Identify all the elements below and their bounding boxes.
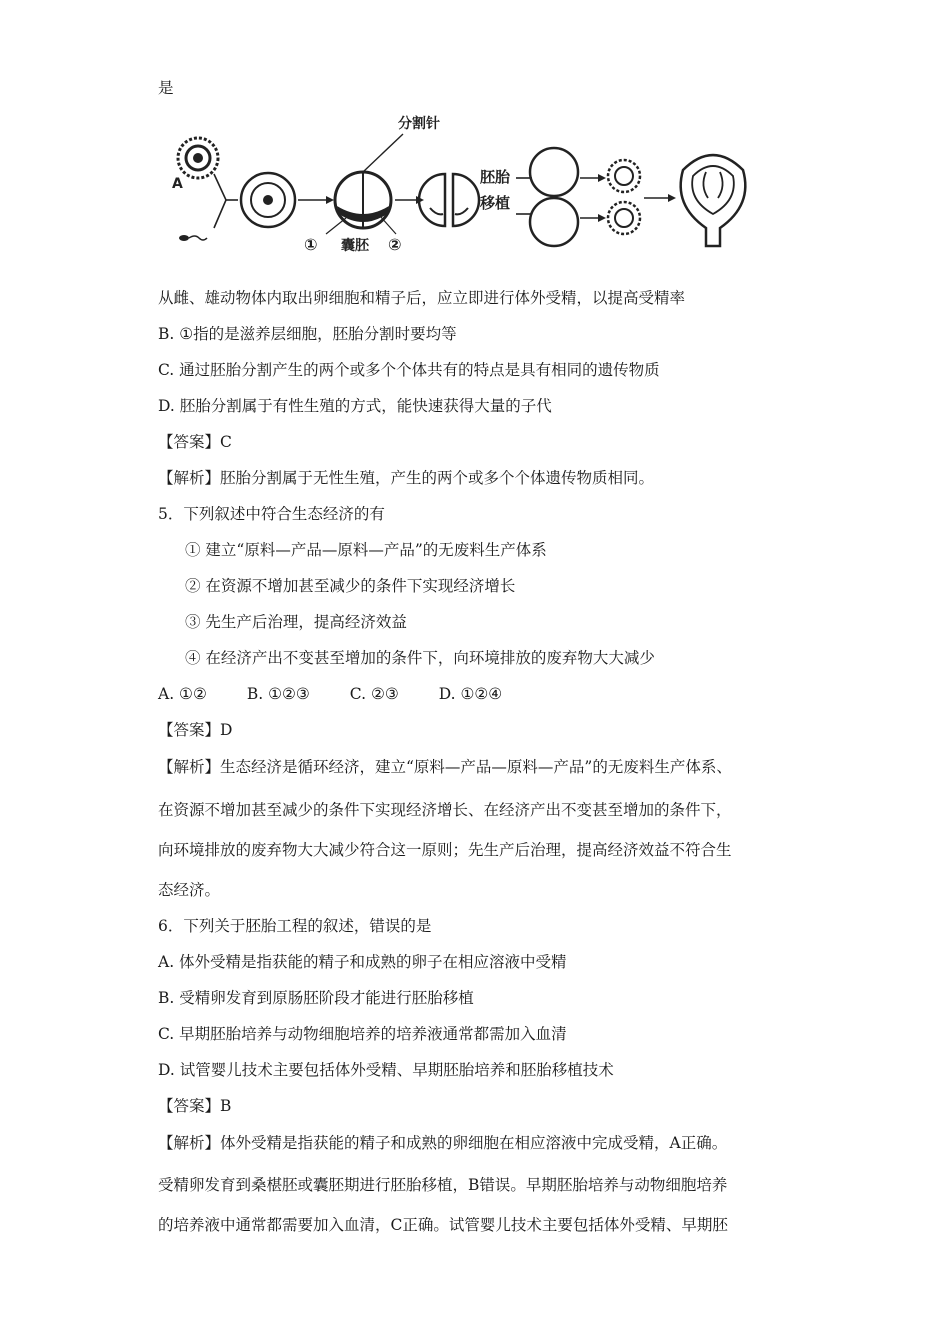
q5-analysis-line-4: 态经济。: [158, 881, 221, 899]
q4-option-b: B. ①指的是滋养层细胞，胚胎分割时要均等: [158, 325, 457, 343]
q6-option-c: C. 早期胚胎培养与动物细胞培养的培养液通常都需加入血清: [158, 1025, 567, 1043]
q6-answer: 【答案】B: [158, 1097, 232, 1115]
label-transfer-1: 胚胎: [480, 168, 511, 186]
q5-analysis-line-1: 【解析】生态经济是循环经济，建立“原料—产品—原料—产品”的无废料生产体系、: [158, 758, 732, 776]
egg-cell-icon: [178, 138, 218, 178]
label-2: ②: [388, 235, 402, 254]
q5-options: [158, 684, 502, 704]
fusion-lines: [214, 174, 226, 228]
q5-answer: 【答案】D: [158, 721, 233, 739]
sperm-icon: [179, 235, 207, 241]
developing-embryo-icon: [608, 160, 640, 234]
q6-option-a: A. 体外受精是指获能的精子和成熟的卵子在相应溶液中受精: [158, 953, 567, 971]
q5-item-2: ② 在资源不增加甚至减少的条件下实现经济增长: [185, 577, 516, 595]
q4-option-d: D. 胚胎分割属于有性生殖的方式，能快速获得大量的子代: [158, 397, 552, 415]
label-a: A: [172, 176, 183, 192]
zygote-icon: [241, 173, 295, 227]
label-blastocyst: 囊胚: [341, 238, 369, 254]
q6-option-d: D. 试管婴儿技术主要包括体外受精、早期胚胎培养和胚胎移植技术: [158, 1061, 614, 1079]
label-needle: 分割针: [398, 116, 440, 132]
q4-analysis: 【解析】胚胎分割属于无性生殖，产生的两个或多个个体遗传物质相同。: [158, 469, 655, 487]
text-fragment: 是: [158, 79, 174, 97]
q5-item-1: ① 建立“原料—产品—原料—产品”的无废料生产体系: [185, 541, 547, 559]
q5-option-d: D. ①②④: [438, 685, 503, 703]
label-transfer-2: 移植: [480, 194, 511, 212]
q6-analysis-line-3: 的培养液中通常都需要加入血清，C正确。试管婴儿技术主要包括体外受精、早期胚: [158, 1216, 728, 1234]
q5-item-3: ③ 先生产后治理，提高经济效益: [185, 613, 407, 631]
q6-option-b: B. 受精卵发育到原肠胚阶段才能进行胚胎移植: [158, 989, 474, 1007]
needle-line: [363, 134, 403, 172]
q5-item-4: ④ 在经济产出不变甚至增加的条件下，向环境排放的废弃物大大减少: [185, 649, 655, 667]
q5-option-a: A. ①②: [158, 685, 207, 703]
uterus-twins-icon: [681, 155, 746, 246]
q6-stem: 6．下列关于胚胎工程的叙述，错误的是: [158, 917, 432, 935]
q5-stem: 5．下列叙述中符合生态经济的有: [158, 505, 385, 523]
embryo-splitting-diagram: [158, 110, 758, 270]
label-1: ①: [304, 235, 318, 254]
q4-answer: 【答案】C: [158, 433, 232, 451]
q6-analysis-line-2: 受精卵发育到桑椹胚或囊胚期进行胚胎移植，B错误。早期胚胎培养与动物细胞培养: [158, 1176, 728, 1194]
q5-analysis-line-2: 在资源不增加甚至减少的条件下实现经济增长、在经济产出不变甚至增加的条件下，: [158, 801, 732, 819]
q4-option-a: 从雌、雄动物体内取出卵细胞和精子后，应立即进行体外受精，以提高受精率: [158, 289, 686, 307]
q6-analysis-line-1: 【解析】体外受精是指获能的精子和成熟的卵细胞在相应溶液中完成受精，A正确。: [158, 1134, 728, 1152]
split-embryo-icon: [419, 174, 479, 226]
q5-analysis-line-3: 向环境排放的废弃物大大减少符合这一原则；先生产后治理，提高经济效益不符合生: [158, 841, 732, 859]
q4-option-c: C. 通过胚胎分割产生的两个或多个个体共有的特点是具有相同的遗传物质: [158, 361, 660, 379]
q5-option-c: C. ②③: [349, 685, 399, 703]
q5-option-b: B. ①②③: [246, 685, 310, 703]
recipient-uterus-icon: [530, 148, 578, 246]
